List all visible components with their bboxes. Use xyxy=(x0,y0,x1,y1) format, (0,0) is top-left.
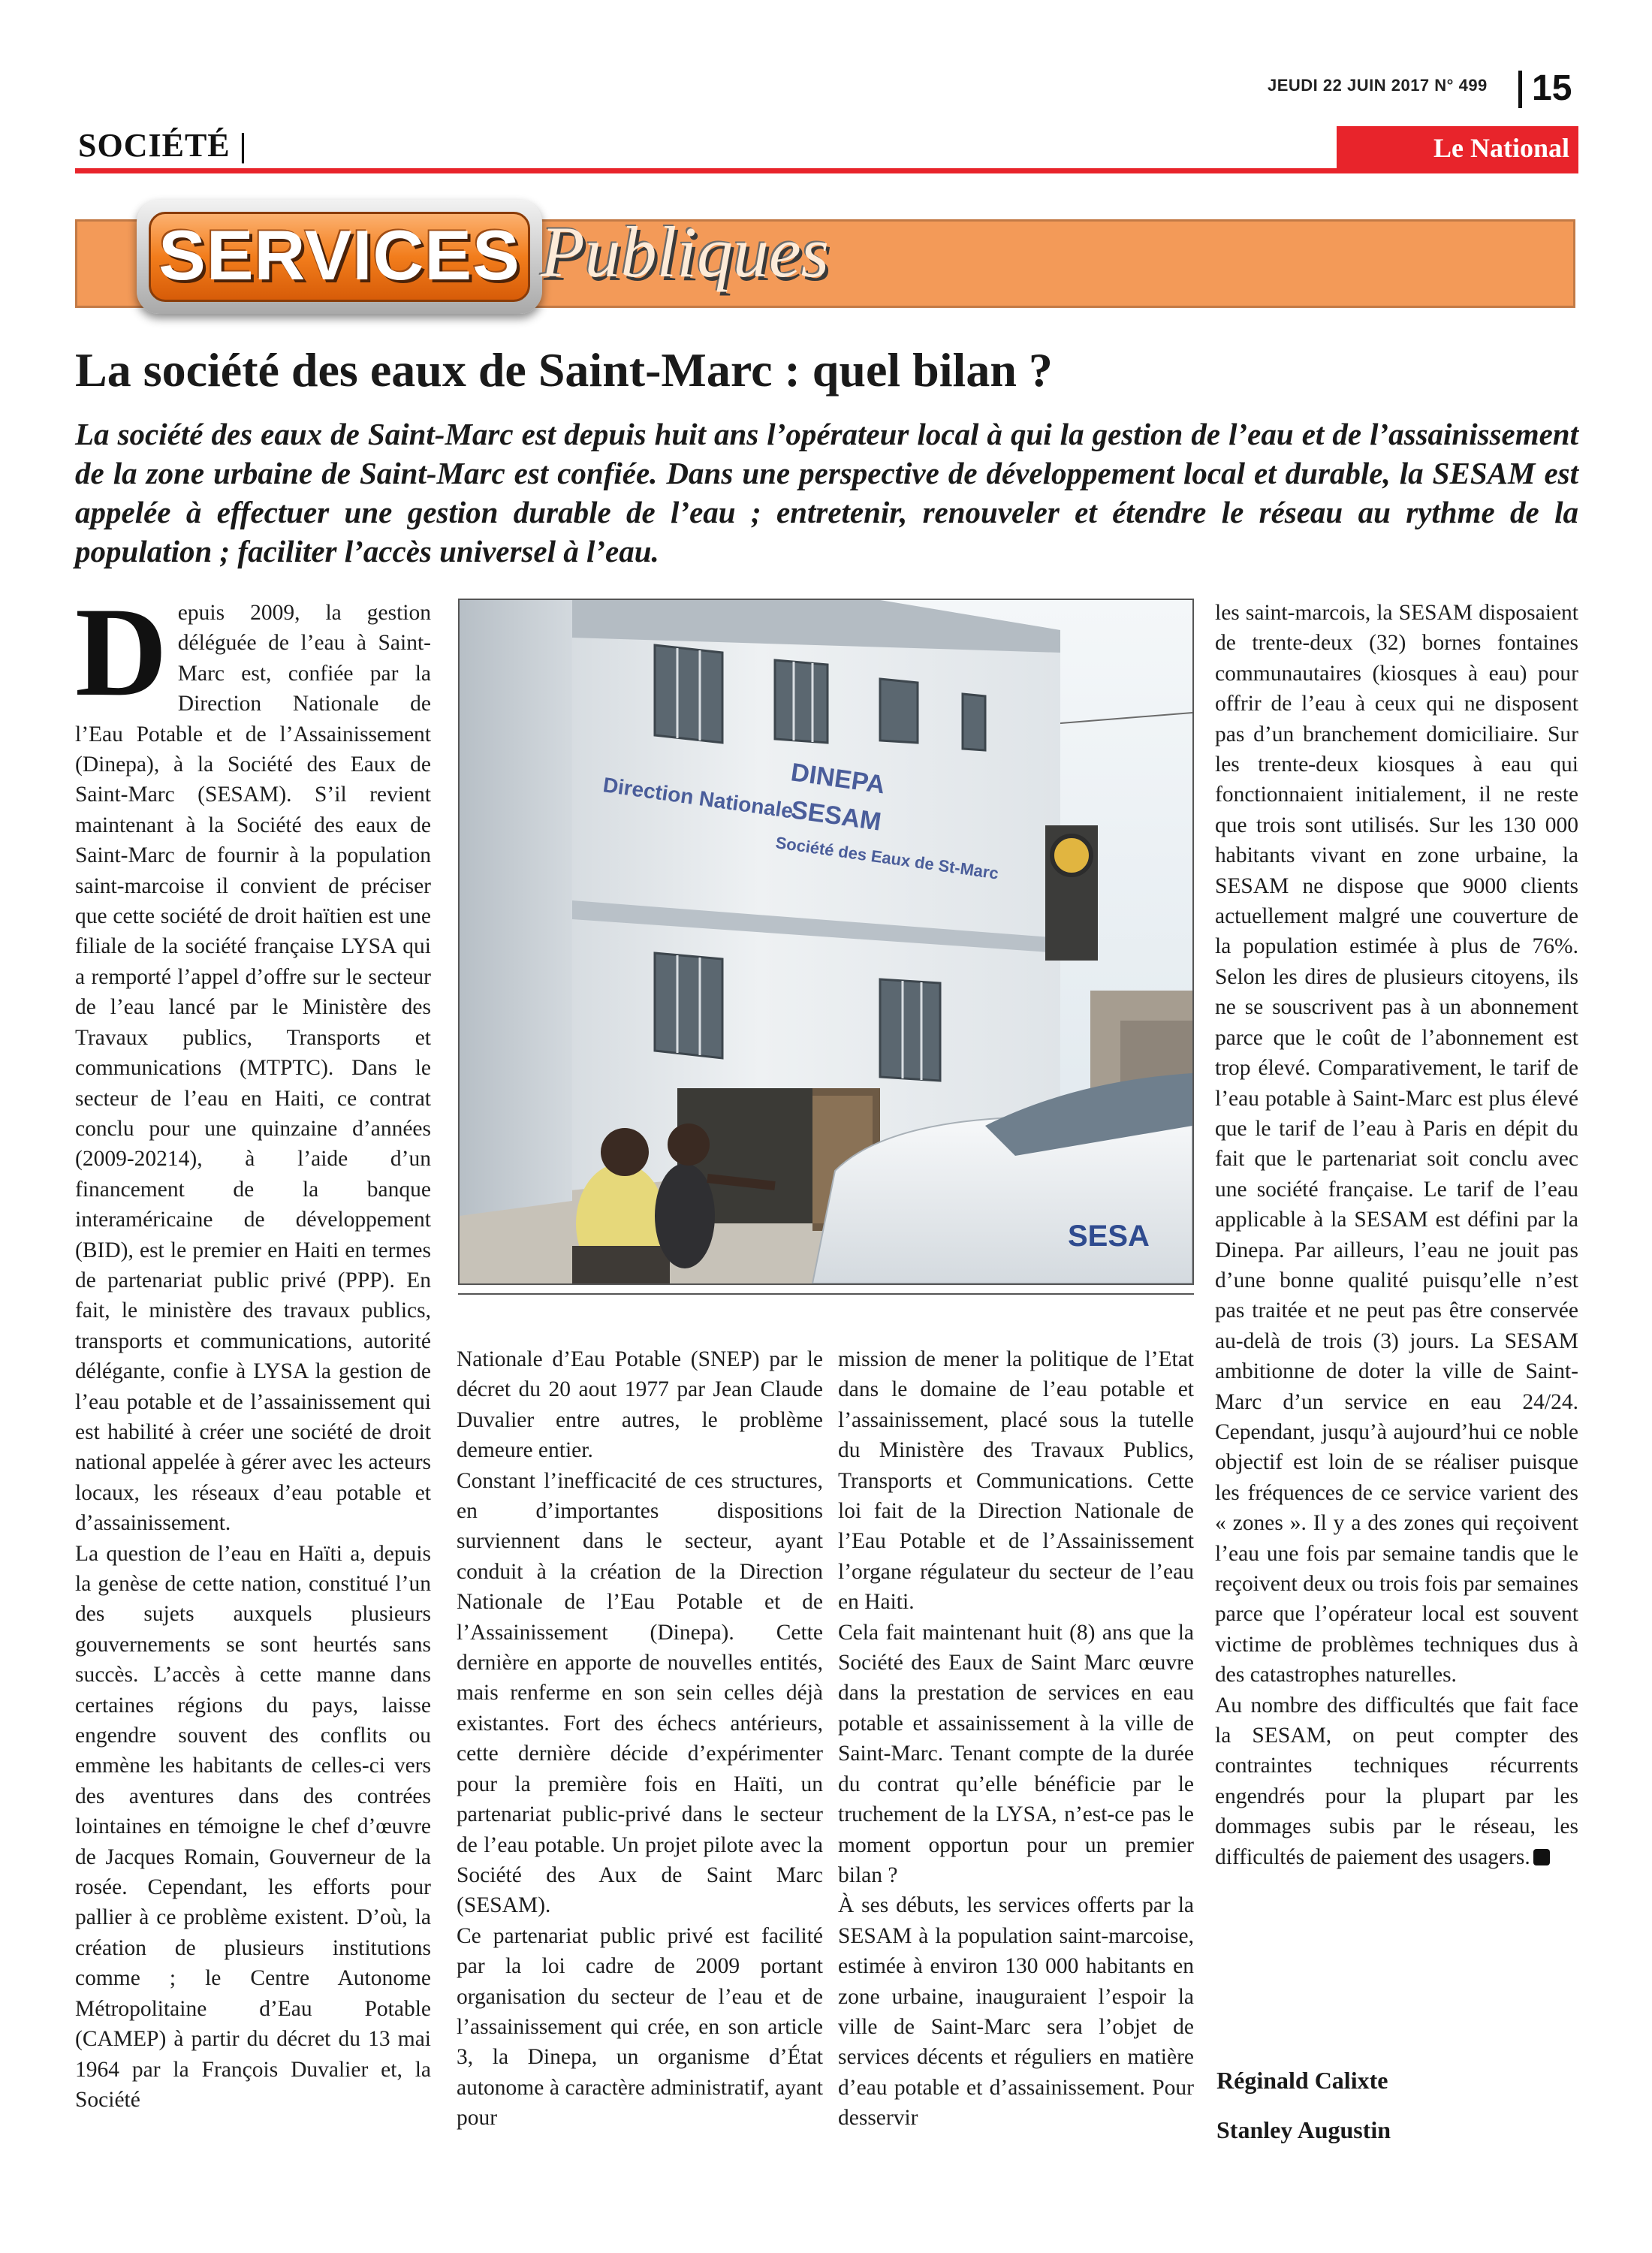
header-divider xyxy=(1518,71,1522,108)
article-paragraph xyxy=(75,581,431,1539)
dateline: JEUDI 22 JUIN 2017 N° 499 xyxy=(1268,76,1488,95)
article-paragraph: La question de l’eau en Haïti a, depuis la genèse de cette nation, constitué l’un des sujets auxquels plusieurs gouvernements se sont heurtés sans succès. L’accès à cette manne dans certaines régions du pays, laisse engendre souvent des conflits ou emmène les habitants de celles-ci vers des aventures dans des contrées lointaines en témoigne le chef d’œuvre de Jacques Romain, Gouverneur de la rosée. Cependant, les efforts pour pallier à ce problème existent. D’où, la création de plusieurs institutions comme ; le Centre Autonome Métropolitaine d’Eau Potable (CAMEP) à partir du décret du 13 mai 1964 par la François Duvalier et, la Société xyxy=(75,1541,431,2112)
article-column-2 xyxy=(457,1344,823,2134)
paragraph-text: Au nombre des difficultés que fait face la SESAM, on peut compter des contraintes techniques récurrents engendrés pour la plupart par les dommages subis par le réseau, les difficultés de paiement des usagers. xyxy=(1215,1693,1578,1869)
article-column-1 xyxy=(75,581,431,2115)
article-paragraph: mission de mener la politique de l’Etat dans le domaine de l’eau potable et l’assainissement, placé sous la tutelle du Ministère des Travaux Publics, Transports et Communications. Cette loi fait de la Direction Nationale de l’Eau Potable et de l’Assainissement l’organe régulateur du secteur de l’eau en Haiti. xyxy=(838,1347,1194,1615)
article-column-4 xyxy=(1215,598,1578,1872)
drop-cap: D xyxy=(75,581,167,722)
article-column-3 xyxy=(838,1344,1194,2134)
svg-text:Société des Eaux de St-Marc: Société des Eaux de St-Marc xyxy=(774,833,1000,883)
sign-sesam: SESAM xyxy=(788,795,883,837)
page-number: 15 xyxy=(1532,68,1572,108)
svg-text:Direction Nationale: Direction Nationale xyxy=(601,773,795,823)
building-photo-illustration xyxy=(460,600,1192,1283)
section-label: SOCIÉTÉ | xyxy=(78,127,248,164)
article-paragraph xyxy=(1215,1691,1578,1872)
end-of-article-icon xyxy=(1533,1849,1550,1865)
brand-name: Le National xyxy=(1433,133,1569,163)
article-paragraph: Ce partenariat public privé est facilité par la loi cadre de 2009 portant organisation du secteur de l’eau et de l’assainissement qui crée, en son article 3, la Dinepa, un organisme d’État autonome à caractère administratif, ayant pour xyxy=(457,1923,823,2131)
article-paragraph: les saint-marcois, la SESAM disposaient de trente-deux (32) bornes fontaines communautaires (kiosques à eau) pour offrir de l’eau à ceux qui ne disposent pas d’un branchement domiciliaire. Sur les trente-deux kiosques à eau qui fonctionnaient initialement, il ne reste que trois sont utilisés. Sur les 130 000 habitants vivant en zone urbaine, la SESAM ne dispose que 9000 clients actuellement malgré une couverture de la population estimée à plus de 76%. Selon les dires de plusieurs citoyens, ils ne se souscrivent pas à un abonnement parce que le coût de l’abonnement est trop élevé. Comparativement, le tarif de l’eau potable à Saint-Marc est plus élevé que le tarif de l’eau à Paris en dépit du fait que le partenariat soit conclu avec une société française. Le tarif de l’eau applicable à la SESAM est défini par la Dinepa. Par ailleurs, l’eau ne jouit pas d’une bonne qualité puisqu’elle n’est pas traitée et ne peut pas être conservée au-delà de trois (3) jours. La SESAM ambitionne de doter la ville de Saint-Marc d’un service en eau 24/24. Cependant, jusqu’à aujourd’hui ce noble objectif est loin de se réaliser puisque les fréquences de ce service varient des « zones ». Il y a des zones qui reçoivent l’eau une fois par semaine tandis que le reçoivent deux ou trois fois par semaines parce que l’opérateur local est souvent victime de problèmes techniques dus à des catastrophes naturelles. xyxy=(1215,601,1578,1687)
paragraph-text: epuis 2009, la gestion déléguée de l’eau à Saint-Marc est, confiée par la Direction Nationale de l’Eau Potable et de l’Assainissement (Dinepa), à la Société des Eaux de Saint-Marc (SESAM). S’il revient maintenant à la Société des eaux de Saint-Marc de fournir à la population saint-marcoise il convient de préciser que cette société de droit haïtien est une filiale de la société française LYSA qui a remporté l’appel d’offre sur le secteur de l’eau lancé par le Ministère des Travaux publics, Transports et communications (MTPTC). Dans le secteur de l’eau en Haiti, ce contrat conclu pour une quinzaine d’années (2009-20214), à l’aide d’un financement de la banque interaméricaine de développement (BID), est le premier en Haiti en termes de partenariat public privé (PPP). En fait, le ministère des travaux publics, transports et communications, autorité délégante, confie à LYSA la gestion de l’eau potable et de l’assainissement qui est habilité à créer une société de droit national appelée à gérer avec les acteurs locaux, les réseaux d’eau potable et d’assainissement. xyxy=(75,601,431,1536)
article-paragraph: Cela fait maintenant huit (8) ans que la Société des Eaux de Saint Marc œuvre dans la prestation de services en eau potable et assainissement à la ville de Saint-Marc. Tenant compte de la durée du contrat qu’elle bénéficie par le truchement de la LYSA, n’est-ce pas le moment opportun pour un premier bilan ? xyxy=(838,1620,1194,1887)
banner-publiques-word: Publiques xyxy=(541,212,829,292)
author-name: Réginald Calixte xyxy=(1216,2067,1388,2094)
author-name: Stanley Augustin xyxy=(1216,2116,1391,2143)
car-logo-text: SESA xyxy=(1068,1220,1150,1253)
article-paragraph: Constant l’inefficacité de ces structures, en d’importantes dispositions surviennent dans le secteur, ayant conduit à la création de la Direction Nationale de l’Eau Potable et de l’Assainissement (Dinepa). Cette dernière en apporte de nouvelles entités, mais renferme en son sein celles déjà existantes. Fort des échecs antérieurs, cette dernière décide d’expérimenter pour la première fois en Haïti, un partenariat public-privé dans le secteur de l’eau potable. Un projet pilote avec la Société des Aux de Saint Marc (SESAM). xyxy=(457,1468,823,1918)
banner-services-word: SERVICES xyxy=(158,216,520,294)
article-paragraph: À ses débuts, les services offerts par la SESAM à la population saint-marcoise, estimée à environ 130 000 habitants en zone urbaine, inauguraient l’espoir la ville de Saint-Marc sera l’objet de services décents et réguliers en matière d’eau potable et d’assainissement. Pour desservir xyxy=(838,1893,1194,2131)
article-photo xyxy=(458,599,1194,1285)
article-paragraph: Nationale d’Eau Potable (SNEP) par le décret du 20 aout 1977 par Jean Claude Duvalier entre autres, le problème demeure entier. xyxy=(457,1347,823,1463)
article-headline: La société des eaux de Saint-Marc : quel bilan ? xyxy=(75,343,1053,397)
header-rule xyxy=(75,168,1578,173)
article-lead: La société des eaux de Saint-Marc est depuis huit ans l’opérateur local à qui la gestion de l’eau et de l’assainissement de la zone urbaine de Saint-Marc est confiée. Dans une perspective de développement local et durable, la SESAM est appelée à effectuer une gestion durable de l’eau ; entretenir, renouveler et étendre le réseau au rythme de la population ; faciliter l’accès universel à l’eau. xyxy=(75,417,1578,569)
sign-dinepa: DINEPA xyxy=(788,758,887,800)
photo-rule xyxy=(458,1293,1194,1295)
